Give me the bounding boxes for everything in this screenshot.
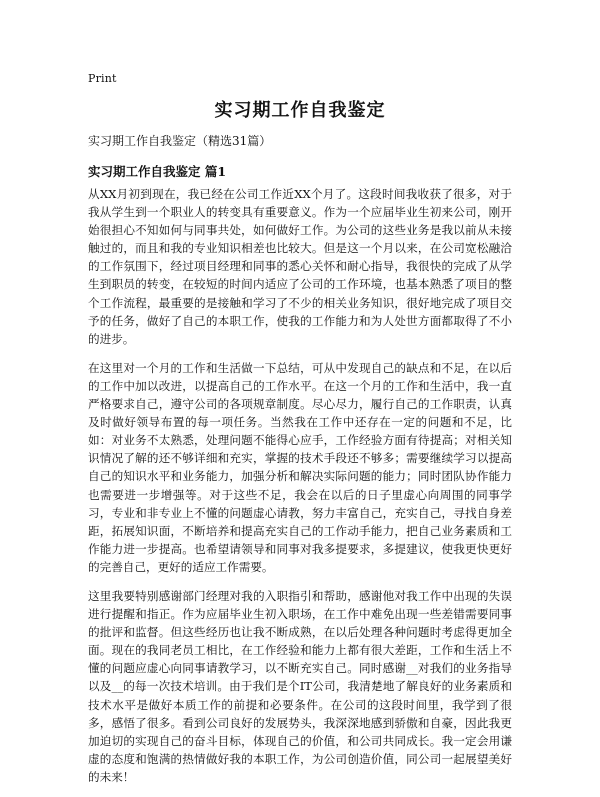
paragraph-1: 从XX月初到现在，我已经在公司工作近XX个月了。这段时间我收获了很多，对于我从学生到一个职业人的转变具有重要意义。作为一个应届毕业生初来公司，刚开始很担心不知如何与同事共处，如何做好工作。为公司的这些业务是我以前从未接触过的，而且和我的专业知识相差也比较大。但是这一个月以来，在公司宽松融洽的工作氛围下，经过项目经理和同事的悉心关怀和耐心指导，我很快的完成了从学生到职员的转变，在较短的时间内适应了公司的工作环境，也基本熟悉了项目的整个工作流程，最重要的是接触和学习了不少的相关业务知识，很好地完成了项目交予的任务，做好了自己的本职工作，使我的工作能力和为人处世方面都取得了不小的进步。 — [88, 187, 512, 346]
document-title: 实习期工作自我鉴定 — [214, 100, 386, 121]
print-label: Print — [88, 72, 117, 85]
document-body — [88, 185, 512, 797]
paragraph-2: 在这里对一个月的工作和生活做一下总结，可从中发现自己的缺点和不足，在以后的工作中加以改进，以提高自己的工作水平。在这一个月的工作和生活中，我一直严格要求自己，遵守公司的各项规章制度。尽心尽力，履行自己的工作职责，认真及时做好领导布置的每一项任务。当然我在工作中还存在一定的问题和不足，比如：对业务不太熟悉，处理问题不能得心应手，工作经验方面有待提高；对相关知识情况了解的还不够详细和充实，掌握的技术手段还不够多；需要继续学习以提高自己的知识水平和业务能力，加强分析和解决实际问题的能力；同时团队协作能力也需要进一步增强等。对于这些不足，我会在以后的日子里虚心向周围的同事学习，专业和非专业上不懂的问题虚心请教，努力丰富自己，充实自己，寻找自身差距，拓展知识面，不断培养和提高充实自己的工作动手能力，把自己业务素质和工作能力进一步提高。也希望请领导和同事对我多提要求，多提建议，使我更快更好的完善自己，更好的适应工作需要。 — [88, 360, 512, 574]
paragraph-3: 这里我要特别感谢部门经理对我的入职指引和帮助，感谢他对我工作中出现的失误进行提醒和指正。作为应届毕业生初入职场，在工作中难免出现一些差错需要同事的批评和监督。但这些经历也让我不断成熟，在以后处理各种问题时考虑得更加全面。现在的我同老员工相比，在工作经验和能力上都有很大差距，工作和生活上不懂的问题应虚心向同事请教学习，以不断充实自己。同时感谢__对我们的业务指导以及__的每一次技术培训。由于我们是个IT公司，我清楚地了解良好的业务素质和技术水平是做好本质工作的前提和必要条件。在公司的这段时间里，我学到了很多，感悟了很多。看到公司良好的发展势头，我深深地感到骄傲和自豪，因此我更加迫切的实现自己的奋斗目标，体现自己的价值，和公司共同成长。我一定会用谦虚的态度和饱满的热情做好我的本职工作，为公司创造价值，同公司一起展望美好的未来！ — [88, 588, 512, 784]
section-heading: 实习期工作自我鉴定 篇1 — [88, 164, 227, 179]
document-subtitle: 实习期工作自我鉴定（精选31篇） — [88, 134, 272, 148]
